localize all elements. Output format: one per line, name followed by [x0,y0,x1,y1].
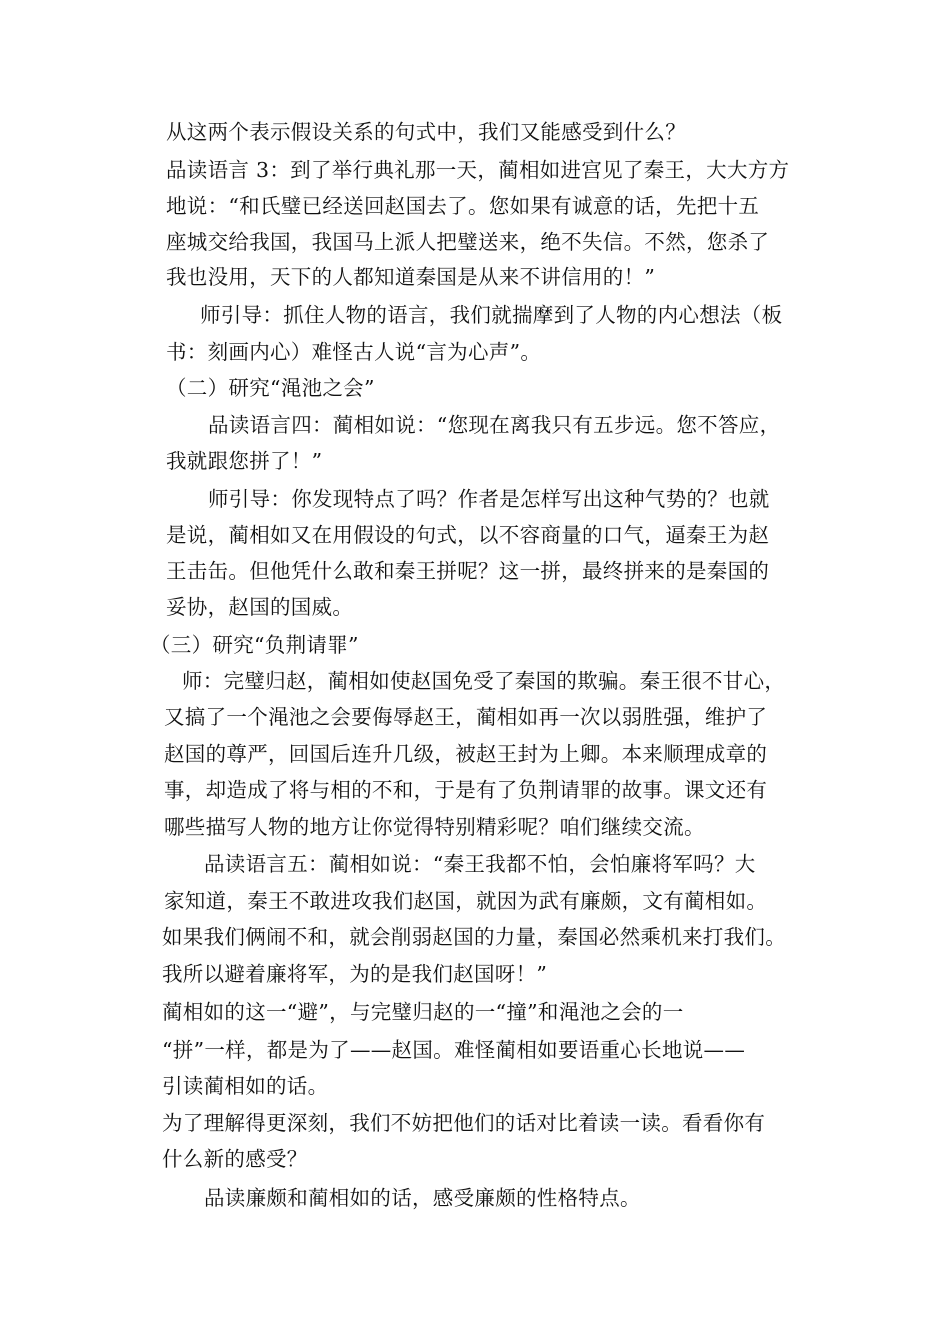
text-line: 哪些描写人物的地方让你觉得特别精彩呢？咱们继续交流。 [164,815,705,839]
text-line: 书：刻画内心）难怪古人说“言为心声”。 [166,340,542,364]
text-line: 妥协，赵国的国威。 [166,595,354,619]
text-line: 王击缶。但他凭什么敢和秦王拼呢？这一拼，最终拼来的是秦国的 [166,559,770,583]
text-line: 品读语言四：蔺相如说：“您现在离我只有五步远。您不答应， [208,413,781,437]
text-line: 是说，蔺相如又在用假设的句式，以不容商量的口气，逼秦王为赵 [166,523,770,547]
text-line: 师：完璧归赵，蔺相如使赵国免受了秦国的欺骗。秦王很不甘心， [182,669,786,693]
text-line: 师引导：抓住人物的语言，我们就揣摩到了人物的内心想法（板 [200,303,783,327]
text-line: 我就跟您拼了！” [166,449,323,473]
section-heading: （二）研究“渑池之会” [166,376,375,400]
text-line: 赵国的尊严，回国后连升几级，被赵王封为上卿。本来顺理成章的 [164,742,768,766]
text-line: 家知道，秦王不敢进攻我们赵国，就因为武有廉颇，文有蔺相如。 [164,889,768,913]
text-line: 引读蔺相如的话。 [162,1074,329,1098]
text-line: 我所以避着廉将军，为的是我们赵国呀！” [162,962,548,986]
text-line: 我也没用，天下的人都知道秦国是从来不讲信用的！” [166,265,656,289]
text-line: 品读廉颇和蔺相如的话，感受廉颇的性格特点。 [204,1186,641,1210]
text-line: 师引导：你发现特点了吗？作者是怎样写出这种气势的？也就 [208,487,770,511]
text-line: 事，却造成了将与相的不和，于是有了负荆请罪的故事。课文还有 [164,778,768,802]
text-line: 如果我们俩闹不和，就会削弱赵国的力量，秦国必然乘机来打我们。 [162,925,786,949]
text-line: 又搞了一个渑池之会要侮辱赵王，蔺相如再一次以弱胜强，维护了 [164,705,768,729]
text-line: 蔺相如的这一“避”，与完璧归赵的一“撞”和渑池之会的一 [162,1000,684,1024]
text-line: “拼”一样，都是为了——赵国。难怪蔺相如要语重心长地说—— [162,1038,746,1062]
text-line: 座城交给我国，我国马上派人把璧送来，绝不失信。不然，您杀了 [166,230,770,254]
text-line: 品读语言五：蔺相如说：“秦王我都不怕，会怕廉将军吗？大 [204,852,756,876]
text-line: 为了理解得更深刻，我们不妨把他们的话对比着读一读。看看你有 [162,1111,766,1135]
text-line: 从这两个表示假设关系的句式中，我们又能感受到什么？ [166,120,686,144]
text-line: 地说：“和氏璧已经送回赵国去了。您如果有诚意的话，先把十五 [166,194,760,218]
section-heading: （三）研究“负荆请罪” [150,633,359,657]
text-line: 品读语言 3：到了举行典礼那一天，蔺相如进宫见了秦王，大大方方 [166,158,790,182]
text-line: 什么新的感受？ [162,1147,308,1171]
